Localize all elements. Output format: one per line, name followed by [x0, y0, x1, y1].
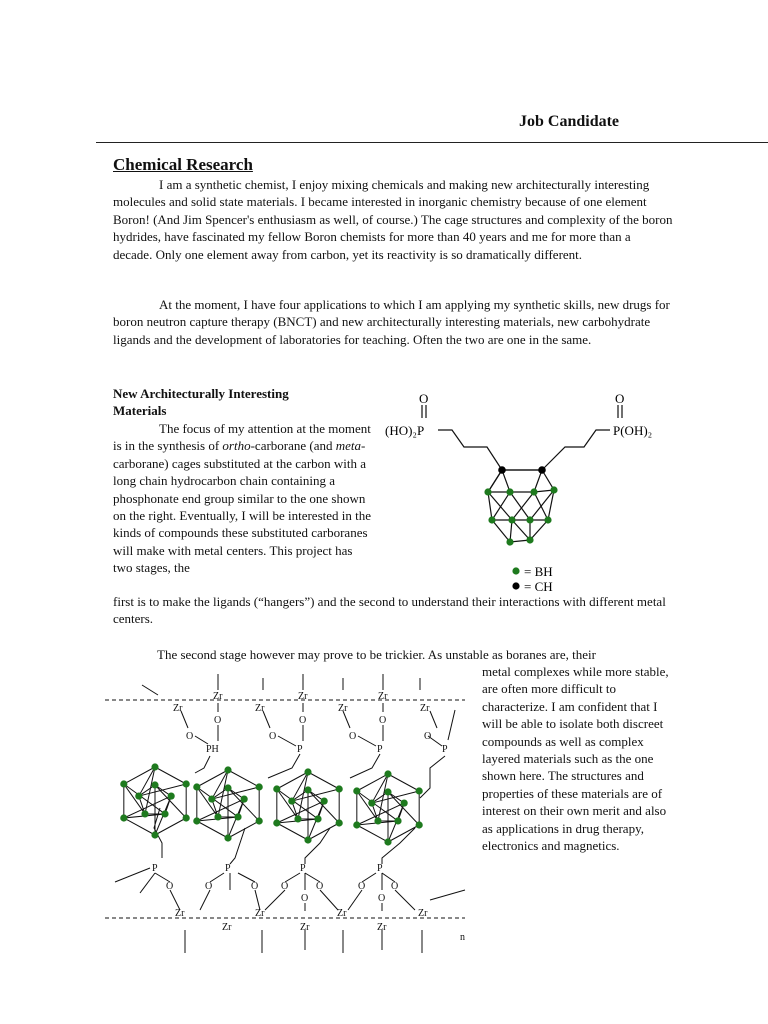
boron-atom-marker: [336, 819, 343, 826]
p-atom-label: P: [225, 863, 231, 874]
legend-bh-label: = BH: [524, 564, 553, 579]
boron-atom-marker: [416, 787, 423, 794]
cage-bond: [388, 774, 419, 791]
zr-atom-label: Zr: [222, 922, 232, 933]
boron-atom-marker: [294, 815, 301, 822]
o-atom-label: O: [281, 881, 289, 892]
cage-bond: [228, 770, 259, 787]
phosphonate-left-label: (HO)₂P: [385, 423, 425, 438]
carborane-phosphonate-structure: [382, 392, 702, 612]
cage-bond: [124, 784, 145, 814]
o-atom-label: O: [251, 881, 259, 892]
boron-atom-marker: [168, 792, 175, 799]
boron-atom-marker: [224, 784, 231, 791]
o-atom-label: O: [205, 881, 213, 892]
paragraph-second-stage-rest: metal complexes while more stable, are often more difficult to characterize. I am confident that I will be able to isolate both discreet compounds as well as complex layered materials such as the one shown here. The structures and properties of these materials are of interest on their own merit and also as applications in drug therapy, electronics and magnetics.: [482, 664, 669, 854]
zr-atom-label: Zr: [420, 703, 430, 714]
o-atom-label: O: [349, 731, 357, 742]
o-atom-label: O: [269, 731, 277, 742]
cage-bond: [212, 787, 259, 799]
boron-atom-marker: [336, 785, 343, 792]
boron-atom-marker: [304, 786, 311, 793]
boron-atom-marker: [273, 785, 280, 792]
p-atom-label: P: [152, 863, 158, 874]
cage-bond: [308, 772, 339, 789]
ph-atom-label: PH: [206, 744, 219, 755]
zr-atom-label: Zr: [300, 922, 310, 933]
boron-atom-marker: [183, 780, 190, 787]
cage-bond: [277, 789, 298, 819]
boron-atom-marker: [120, 814, 127, 821]
o-atom-label: O: [391, 881, 399, 892]
o-atom-label: O: [378, 893, 386, 904]
o-atom-label: O: [299, 715, 307, 726]
zr-atom-label: Zr: [337, 908, 347, 919]
subsection-title: New Architecturally Interesting Materials: [113, 386, 289, 419]
o-atom-label: O: [166, 881, 174, 892]
zr-atom-label: Zr: [213, 691, 223, 702]
zr-atom-label: Zr: [298, 691, 308, 702]
legend-ch-label: = CH: [524, 579, 553, 594]
zr-atom-label: Zr: [378, 691, 388, 702]
phosphonate-right-label: P(OH)₂: [613, 423, 653, 438]
zr-atom-label: Zr: [173, 703, 183, 714]
carborane-cage-small: [488, 470, 554, 542]
carborane-cages-row: [120, 763, 423, 845]
boron-atom-marker: [193, 783, 200, 790]
zr-atom-label: Zr: [255, 703, 265, 714]
oxygen-label-right: O: [615, 391, 625, 406]
boron-atom-marker: [374, 817, 381, 824]
boron-atom-marker: [193, 817, 200, 824]
cage-bond: [372, 791, 419, 803]
boron-atom-marker: [384, 838, 391, 845]
paragraph-second-stage-first-line: The second stage however may prove to be trickier. As unstable as boranes are, their: [157, 647, 596, 662]
o-atom-label: O: [424, 731, 432, 742]
boron-atom-marker: [353, 787, 360, 794]
boron-atom-marker: [151, 781, 158, 788]
oxygen-label-left: O: [419, 391, 429, 406]
paragraph-focus-rest: -carborane) cages substituted at the carbon with a long chain hydrocarbon chain containing a phosphonate end group similar to the one shown on the right. Eventually, I will be interested in the kinds of compounds these substituted carboranes will make with metal centers. This project has two stages, the: [113, 438, 372, 576]
paragraph-focus-mid: -carborane (and: [250, 438, 336, 454]
cage-bond: [292, 789, 339, 801]
boron-atom-marker: [384, 770, 391, 777]
p-atom-label: P: [377, 863, 383, 874]
p-atom-label: P: [300, 863, 306, 874]
boron-atom-marker: [224, 766, 231, 773]
zr-atom-label: Zr: [255, 908, 265, 919]
boron-atom-marker: [314, 815, 321, 822]
boron-atom-marker: [394, 817, 401, 824]
boron-atom-marker: [234, 813, 241, 820]
boron-atom-marker: [141, 810, 148, 817]
cage-bond: [155, 767, 186, 784]
boron-atom-marker: [304, 768, 311, 775]
boron-atom-marker: [273, 819, 280, 826]
zr-atom-label: Zr: [175, 908, 185, 919]
cage-bond: [357, 825, 388, 842]
boron-atom-marker: [151, 763, 158, 770]
zr-atom-label: Zr: [338, 703, 348, 714]
boron-atom-marker: [416, 821, 423, 828]
paragraph-focus: [113, 420, 375, 577]
page-header-title: Job Candidate: [519, 113, 620, 130]
p-atom-label: P: [442, 744, 448, 755]
boron-atom-marker: [161, 810, 168, 817]
boron-atom-marker: [321, 797, 328, 804]
boron-atom-marker: [288, 797, 295, 804]
cage-bond: [124, 818, 155, 835]
paragraph-intro: I am a synthetic chemist, I enjoy mixing chemicals and making new architecturally interesting molecules and solid state materials. I became interested in inorganic chemistry because of one element Boron! (And Jim Spencer's enthusiasm as well, of course.) The cage structures and complexity of the boron hydrides, have fascinated my fellow Boron chemists for more than 40 years and me for more than a decade. Only one element away from carbon, yet its reactivity is so dramatically different.: [113, 177, 673, 262]
boron-atom-marker: [256, 783, 263, 790]
o-atom-label: O: [214, 715, 222, 726]
cage-bond: [228, 821, 259, 838]
cage-bond: [357, 791, 378, 821]
o-atom-label: O: [301, 893, 309, 904]
paragraph-focus-start: The focus of my attention at the moment is in the synthesis of: [113, 421, 371, 454]
boron-atom-marker: [151, 831, 158, 838]
boron-atom-marker: [224, 834, 231, 841]
layered-zirconium-material-structure: [100, 668, 470, 963]
meta-term: meta: [335, 438, 362, 454]
boron-atom-marker: [256, 817, 263, 824]
o-atom-label: O: [186, 731, 194, 742]
p-atom-label: P: [297, 744, 303, 755]
repeat-unit-label: n: [460, 932, 465, 943]
boron-atom-marker: [304, 836, 311, 843]
paragraph-focus-continued: first is to make the ligands (“hangers”) and the second to understand their interactions with different metal centers.: [113, 594, 666, 627]
cage-bond: [197, 821, 228, 838]
boron-atom-marker: [183, 814, 190, 821]
paragraph-applications: At the moment, I have four applications to which I am applying my synthetic skills, new drugs for boron neutron capture therapy (BNCT) and new architecturally interesting materials, new carbohydrate ligands and the development of laboratories for teaching. Often the two are one in the same.: [113, 297, 670, 347]
legend-ch-marker: [512, 582, 519, 589]
o-atom-label: O: [316, 881, 324, 892]
cage-bond: [139, 784, 186, 796]
zr-atom-label: Zr: [418, 908, 428, 919]
o-atom-label: O: [358, 881, 366, 892]
boron-atom-marker: [368, 799, 375, 806]
cage-bond: [155, 818, 186, 835]
boron-atom-marker: [384, 788, 391, 795]
boron-atom-marker: [135, 792, 142, 799]
p-atom-label: P: [377, 744, 383, 755]
section-title: Chemical Research: [113, 155, 253, 174]
legend-bh-marker: [512, 567, 519, 574]
zr-atom-label: Zr: [377, 922, 387, 933]
o-atom-label: O: [379, 715, 387, 726]
header-rule: [96, 142, 768, 143]
boron-atom-marker: [208, 795, 215, 802]
boron-atom-marker: [120, 780, 127, 787]
cage-bond: [197, 787, 218, 817]
boron-atom-marker: [241, 795, 248, 802]
ortho-term: ortho: [222, 438, 251, 454]
boron-atom-marker: [353, 821, 360, 828]
cage-bond: [277, 823, 308, 840]
boron-atom-marker: [214, 813, 221, 820]
boron-atom-marker: [401, 799, 408, 806]
